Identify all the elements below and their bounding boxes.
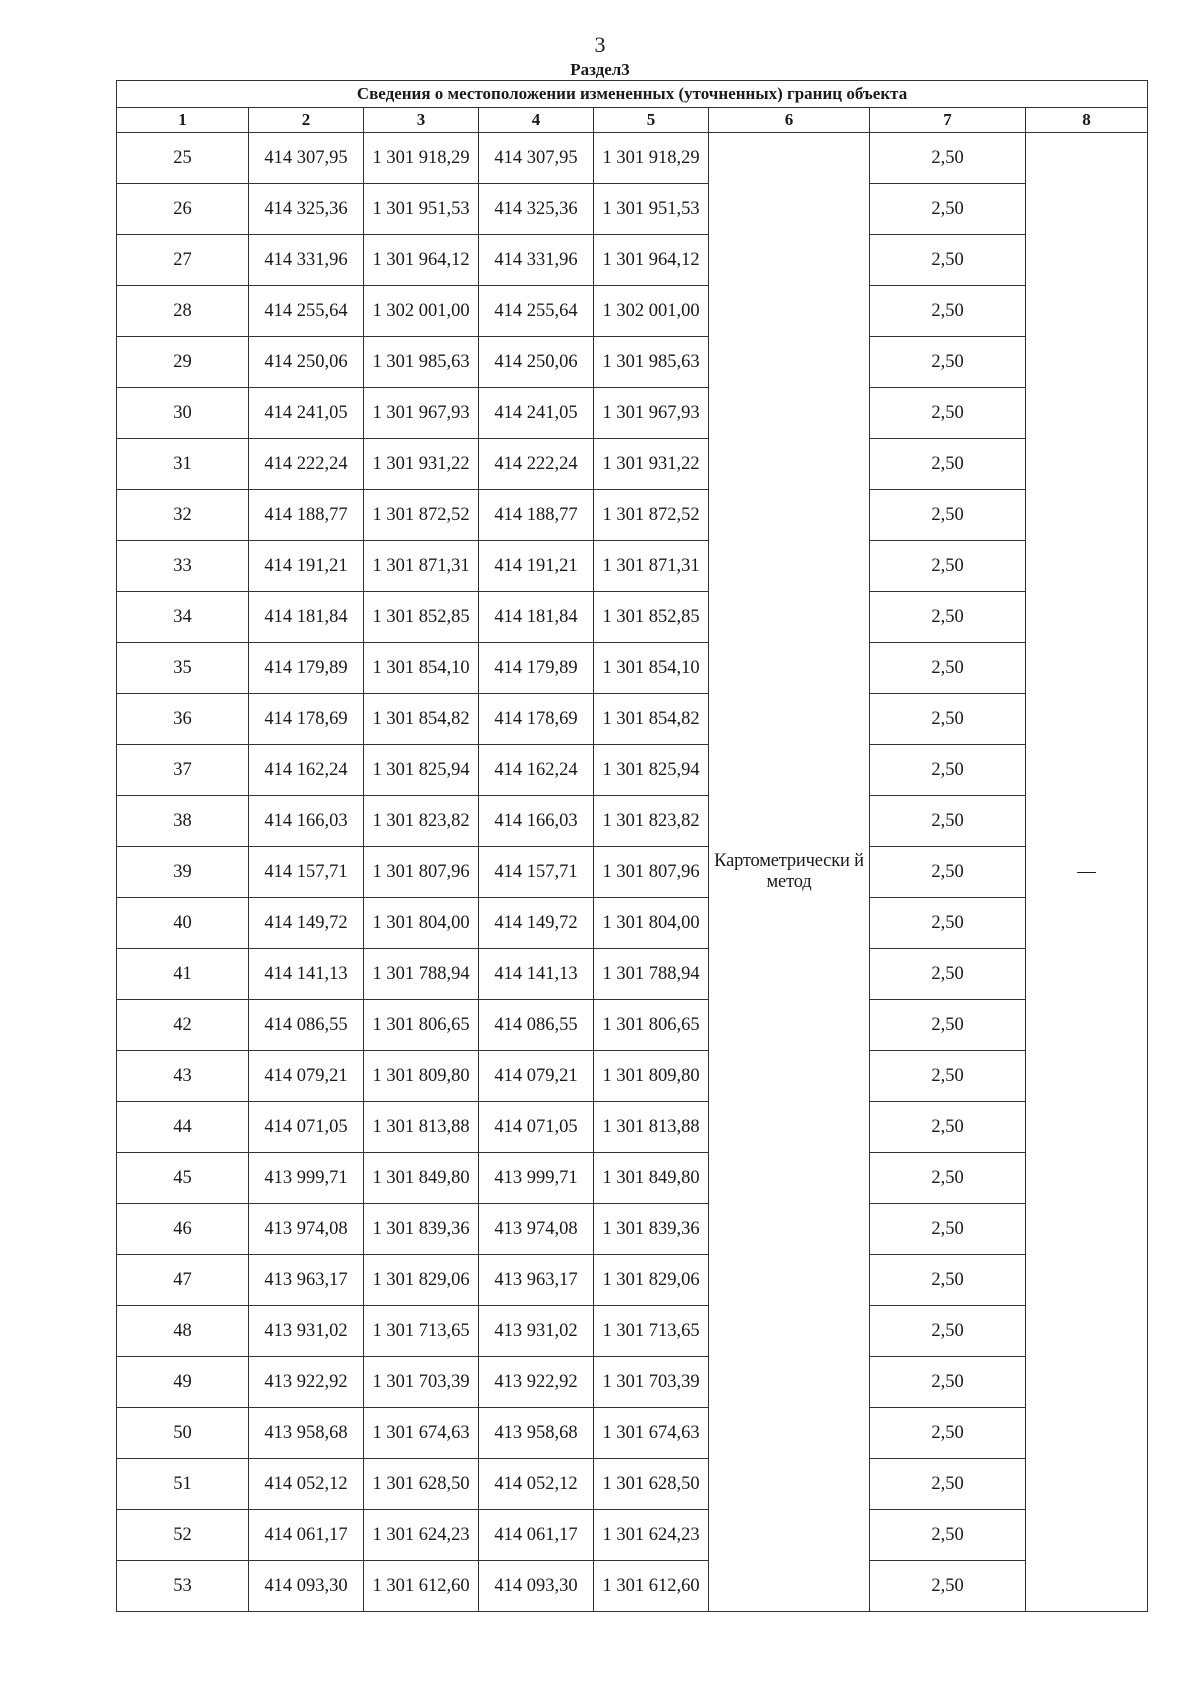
table-row xyxy=(117,1000,1148,1051)
y-old-cell: 1 301 813,88 xyxy=(364,1102,479,1153)
x-new-cell: 413 958,68 xyxy=(479,1408,594,1459)
x-old-cell: 414 086,55 xyxy=(249,1000,364,1051)
accuracy-cell: 2,50 xyxy=(870,286,1026,337)
table-row xyxy=(117,1561,1148,1612)
table-row xyxy=(117,796,1148,847)
x-old-cell: 413 922,92 xyxy=(249,1357,364,1408)
table-row xyxy=(117,847,1148,898)
table-row xyxy=(117,745,1148,796)
x-new-cell: 414 141,13 xyxy=(479,949,594,1000)
x-new-cell: 413 931,02 xyxy=(479,1306,594,1357)
section-title: Раздел3 xyxy=(570,60,630,79)
column-number-row xyxy=(117,108,1148,133)
x-new-cell: 414 079,21 xyxy=(479,1051,594,1102)
y-new-cell: 1 301 871,31 xyxy=(594,541,709,592)
point-number-cell: 32 xyxy=(117,490,249,541)
x-new-cell: 413 922,92 xyxy=(479,1357,594,1408)
y-old-cell: 1 301 806,65 xyxy=(364,1000,479,1051)
table-body xyxy=(117,133,1148,1612)
x-new-cell: 413 963,17 xyxy=(479,1255,594,1306)
y-old-cell: 1 301 931,22 xyxy=(364,439,479,490)
y-old-cell: 1 301 918,29 xyxy=(364,133,479,184)
column-number: 6 xyxy=(709,108,870,133)
x-new-cell: 414 250,06 xyxy=(479,337,594,388)
table-row xyxy=(117,1306,1148,1357)
x-old-cell: 414 191,21 xyxy=(249,541,364,592)
column-number: 7 xyxy=(870,108,1026,133)
y-new-cell: 1 301 674,63 xyxy=(594,1408,709,1459)
x-old-cell: 413 931,02 xyxy=(249,1306,364,1357)
point-number-cell: 48 xyxy=(117,1306,249,1357)
y-new-cell: 1 301 806,65 xyxy=(594,1000,709,1051)
x-old-cell: 414 162,24 xyxy=(249,745,364,796)
x-old-cell: 414 179,89 xyxy=(249,643,364,694)
point-number-cell: 44 xyxy=(117,1102,249,1153)
table-row xyxy=(117,1204,1148,1255)
x-new-cell: 414 166,03 xyxy=(479,796,594,847)
y-new-cell: 1 301 713,65 xyxy=(594,1306,709,1357)
y-old-cell: 1 301 825,94 xyxy=(364,745,479,796)
x-new-cell: 414 061,17 xyxy=(479,1510,594,1561)
point-number-cell: 46 xyxy=(117,1204,249,1255)
coordinates-table xyxy=(116,80,1148,1612)
table-row xyxy=(117,388,1148,439)
y-old-cell: 1 301 674,63 xyxy=(364,1408,479,1459)
x-new-cell: 414 307,95 xyxy=(479,133,594,184)
x-old-cell: 414 325,36 xyxy=(249,184,364,235)
point-number-cell: 42 xyxy=(117,1000,249,1051)
y-new-cell: 1 301 985,63 xyxy=(594,337,709,388)
column-number: 5 xyxy=(594,108,709,133)
y-old-cell: 1 301 964,12 xyxy=(364,235,479,286)
accuracy-cell: 2,50 xyxy=(870,235,1026,286)
point-number-cell: 38 xyxy=(117,796,249,847)
accuracy-cell: 2,50 xyxy=(870,1510,1026,1561)
x-new-cell: 414 255,64 xyxy=(479,286,594,337)
x-new-cell: 414 331,96 xyxy=(479,235,594,286)
point-number-cell: 50 xyxy=(117,1408,249,1459)
x-new-cell: 414 178,69 xyxy=(479,694,594,745)
column-number: 2 xyxy=(249,108,364,133)
x-old-cell: 414 166,03 xyxy=(249,796,364,847)
x-old-cell: 414 061,17 xyxy=(249,1510,364,1561)
accuracy-cell: 2,50 xyxy=(870,847,1026,898)
x-old-cell: 414 071,05 xyxy=(249,1102,364,1153)
x-new-cell: 414 052,12 xyxy=(479,1459,594,1510)
y-new-cell: 1 301 839,36 xyxy=(594,1204,709,1255)
x-new-cell: 414 157,71 xyxy=(479,847,594,898)
x-new-cell: 414 191,21 xyxy=(479,541,594,592)
y-old-cell: 1 301 852,85 xyxy=(364,592,479,643)
x-old-cell: 414 141,13 xyxy=(249,949,364,1000)
y-old-cell: 1 301 985,63 xyxy=(364,337,479,388)
accuracy-cell: 2,50 xyxy=(870,796,1026,847)
y-new-cell: 1 301 809,80 xyxy=(594,1051,709,1102)
x-old-cell: 414 093,30 xyxy=(249,1561,364,1612)
x-old-cell: 414 157,71 xyxy=(249,847,364,898)
y-new-cell: 1 301 967,93 xyxy=(594,388,709,439)
y-old-cell: 1 301 871,31 xyxy=(364,541,479,592)
y-new-cell: 1 301 951,53 xyxy=(594,184,709,235)
accuracy-cell: 2,50 xyxy=(870,1306,1026,1357)
y-old-cell: 1 301 804,00 xyxy=(364,898,479,949)
x-new-cell: 414 179,89 xyxy=(479,643,594,694)
y-new-cell: 1 301 628,50 xyxy=(594,1459,709,1510)
point-number-cell: 34 xyxy=(117,592,249,643)
y-new-cell: 1 301 813,88 xyxy=(594,1102,709,1153)
y-new-cell: 1 301 612,60 xyxy=(594,1561,709,1612)
column-number: 1 xyxy=(117,108,249,133)
table-row xyxy=(117,490,1148,541)
accuracy-cell: 2,50 xyxy=(870,745,1026,796)
x-new-cell: 413 974,08 xyxy=(479,1204,594,1255)
x-new-cell: 413 999,71 xyxy=(479,1153,594,1204)
point-number-cell: 40 xyxy=(117,898,249,949)
x-new-cell: 414 222,24 xyxy=(479,439,594,490)
accuracy-cell: 2,50 xyxy=(870,949,1026,1000)
accuracy-cell: 2,50 xyxy=(870,643,1026,694)
accuracy-cell: 2,50 xyxy=(870,541,1026,592)
table-row xyxy=(117,541,1148,592)
y-old-cell: 1 301 854,82 xyxy=(364,694,479,745)
y-new-cell: 1 301 872,52 xyxy=(594,490,709,541)
table-row xyxy=(117,1153,1148,1204)
x-old-cell: 414 222,24 xyxy=(249,439,364,490)
x-old-cell: 414 188,77 xyxy=(249,490,364,541)
y-new-cell: 1 301 964,12 xyxy=(594,235,709,286)
y-old-cell: 1 301 823,82 xyxy=(364,796,479,847)
table-row xyxy=(117,949,1148,1000)
x-new-cell: 414 188,77 xyxy=(479,490,594,541)
x-old-cell: 413 963,17 xyxy=(249,1255,364,1306)
x-new-cell: 414 325,36 xyxy=(479,184,594,235)
y-old-cell: 1 301 628,50 xyxy=(364,1459,479,1510)
column-number: 4 xyxy=(479,108,594,133)
x-old-cell: 414 250,06 xyxy=(249,337,364,388)
y-new-cell: 1 301 825,94 xyxy=(594,745,709,796)
y-new-cell: 1 301 624,23 xyxy=(594,1510,709,1561)
y-new-cell: 1 301 918,29 xyxy=(594,133,709,184)
y-old-cell: 1 301 624,23 xyxy=(364,1510,479,1561)
accuracy-cell: 2,50 xyxy=(870,1459,1026,1510)
point-number-cell: 28 xyxy=(117,286,249,337)
point-number-cell: 39 xyxy=(117,847,249,898)
x-old-cell: 413 974,08 xyxy=(249,1204,364,1255)
table-row xyxy=(117,1357,1148,1408)
y-new-cell: 1 301 854,10 xyxy=(594,643,709,694)
x-new-cell: 414 181,84 xyxy=(479,592,594,643)
accuracy-cell: 2,50 xyxy=(870,592,1026,643)
point-number-cell: 45 xyxy=(117,1153,249,1204)
y-new-cell: 1 301 852,85 xyxy=(594,592,709,643)
x-new-cell: 414 093,30 xyxy=(479,1561,594,1612)
x-old-cell: 414 178,69 xyxy=(249,694,364,745)
y-old-cell: 1 301 849,80 xyxy=(364,1153,479,1204)
column-number: 8 xyxy=(1026,108,1148,133)
accuracy-cell: 2,50 xyxy=(870,1153,1026,1204)
table-row xyxy=(117,184,1148,235)
point-number-cell: 31 xyxy=(117,439,249,490)
page-number: 3 xyxy=(594,32,606,57)
x-old-cell: 414 079,21 xyxy=(249,1051,364,1102)
y-old-cell: 1 301 807,96 xyxy=(364,847,479,898)
table-row xyxy=(117,1051,1148,1102)
point-number-cell: 27 xyxy=(117,235,249,286)
x-old-cell: 413 958,68 xyxy=(249,1408,364,1459)
point-number-cell: 25 xyxy=(117,133,249,184)
y-new-cell: 1 301 829,06 xyxy=(594,1255,709,1306)
note-cell: — xyxy=(1026,133,1148,1612)
accuracy-cell: 2,50 xyxy=(870,184,1026,235)
x-old-cell: 414 149,72 xyxy=(249,898,364,949)
table-row xyxy=(117,1102,1148,1153)
accuracy-cell: 2,50 xyxy=(870,337,1026,388)
y-new-cell: 1 301 703,39 xyxy=(594,1357,709,1408)
y-old-cell: 1 301 951,53 xyxy=(364,184,479,235)
x-old-cell: 414 255,64 xyxy=(249,286,364,337)
table-row xyxy=(117,592,1148,643)
point-number-cell: 26 xyxy=(117,184,249,235)
x-old-cell: 414 307,95 xyxy=(249,133,364,184)
point-number-cell: 35 xyxy=(117,643,249,694)
y-old-cell: 1 301 829,06 xyxy=(364,1255,479,1306)
point-number-cell: 41 xyxy=(117,949,249,1000)
y-new-cell: 1 301 931,22 xyxy=(594,439,709,490)
accuracy-cell: 2,50 xyxy=(870,490,1026,541)
y-old-cell: 1 301 967,93 xyxy=(364,388,479,439)
accuracy-cell: 2,50 xyxy=(870,694,1026,745)
accuracy-cell: 2,50 xyxy=(870,1357,1026,1408)
y-new-cell: 1 301 804,00 xyxy=(594,898,709,949)
table-row xyxy=(117,1459,1148,1510)
y-old-cell: 1 302 001,00 xyxy=(364,286,479,337)
table-row xyxy=(117,235,1148,286)
x-new-cell: 414 071,05 xyxy=(479,1102,594,1153)
y-old-cell: 1 301 872,52 xyxy=(364,490,479,541)
accuracy-cell: 2,50 xyxy=(870,1051,1026,1102)
accuracy-cell: 2,50 xyxy=(870,133,1026,184)
table-row xyxy=(117,133,1148,184)
point-number-cell: 36 xyxy=(117,694,249,745)
accuracy-cell: 2,50 xyxy=(870,1408,1026,1459)
accuracy-cell: 2,50 xyxy=(870,898,1026,949)
x-old-cell: 414 241,05 xyxy=(249,388,364,439)
point-number-cell: 51 xyxy=(117,1459,249,1510)
x-old-cell: 413 999,71 xyxy=(249,1153,364,1204)
y-old-cell: 1 301 713,65 xyxy=(364,1306,479,1357)
method-cell: Картометрически й метод xyxy=(709,133,870,1612)
point-number-cell: 30 xyxy=(117,388,249,439)
y-old-cell: 1 301 612,60 xyxy=(364,1561,479,1612)
table-row xyxy=(117,286,1148,337)
point-number-cell: 43 xyxy=(117,1051,249,1102)
accuracy-cell: 2,50 xyxy=(870,1102,1026,1153)
table-row xyxy=(117,898,1148,949)
point-number-cell: 29 xyxy=(117,337,249,388)
accuracy-cell: 2,50 xyxy=(870,1255,1026,1306)
y-new-cell: 1 302 001,00 xyxy=(594,286,709,337)
y-old-cell: 1 301 703,39 xyxy=(364,1357,479,1408)
y-old-cell: 1 301 788,94 xyxy=(364,949,479,1000)
point-number-cell: 52 xyxy=(117,1510,249,1561)
x-old-cell: 414 052,12 xyxy=(249,1459,364,1510)
x-new-cell: 414 162,24 xyxy=(479,745,594,796)
x-old-cell: 414 331,96 xyxy=(249,235,364,286)
accuracy-cell: 2,50 xyxy=(870,1561,1026,1612)
point-number-cell: 49 xyxy=(117,1357,249,1408)
table-caption: Сведения о местоположении измененных (уточненных) границ объекта xyxy=(117,81,1148,108)
accuracy-cell: 2,50 xyxy=(870,439,1026,490)
table-row xyxy=(117,439,1148,490)
column-number: 3 xyxy=(364,108,479,133)
y-new-cell: 1 301 823,82 xyxy=(594,796,709,847)
x-new-cell: 414 241,05 xyxy=(479,388,594,439)
y-new-cell: 1 301 788,94 xyxy=(594,949,709,1000)
table-row xyxy=(117,643,1148,694)
table-row xyxy=(117,1408,1148,1459)
point-number-cell: 33 xyxy=(117,541,249,592)
accuracy-cell: 2,50 xyxy=(870,1000,1026,1051)
point-number-cell: 47 xyxy=(117,1255,249,1306)
table-row xyxy=(117,1510,1148,1561)
table-row xyxy=(117,694,1148,745)
x-new-cell: 414 149,72 xyxy=(479,898,594,949)
table-row xyxy=(117,1255,1148,1306)
y-new-cell: 1 301 807,96 xyxy=(594,847,709,898)
table-row xyxy=(117,337,1148,388)
x-new-cell: 414 086,55 xyxy=(479,1000,594,1051)
y-old-cell: 1 301 839,36 xyxy=(364,1204,479,1255)
accuracy-cell: 2,50 xyxy=(870,1204,1026,1255)
y-new-cell: 1 301 854,82 xyxy=(594,694,709,745)
y-new-cell: 1 301 849,80 xyxy=(594,1153,709,1204)
point-number-cell: 53 xyxy=(117,1561,249,1612)
point-number-cell: 37 xyxy=(117,745,249,796)
y-old-cell: 1 301 854,10 xyxy=(364,643,479,694)
accuracy-cell: 2,50 xyxy=(870,388,1026,439)
y-old-cell: 1 301 809,80 xyxy=(364,1051,479,1102)
x-old-cell: 414 181,84 xyxy=(249,592,364,643)
